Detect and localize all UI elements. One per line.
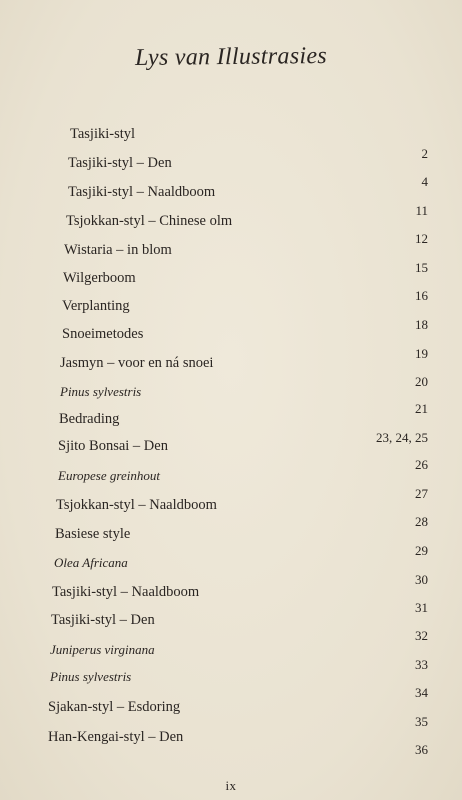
page-number: 19 [415, 346, 428, 361]
illustration-title: Europese greinhout [58, 468, 160, 483]
page-number: 29 [415, 543, 428, 558]
page-number: 33 [415, 657, 428, 672]
illustration-title: Tsjokkan-styl – Chinese olm [66, 213, 233, 229]
page-number: 16 [415, 288, 428, 303]
illustration-title: Olea Africana [54, 555, 128, 570]
illustration-title: Pinus sylvestris [50, 669, 132, 684]
page-number: 12 [415, 231, 428, 246]
page-folio: ix [225, 778, 237, 793]
illustration-title: Jasmyn – voor en ná snoei [60, 355, 214, 371]
page-number: 36 [415, 742, 428, 757]
illustration-title: Tasjiki-styl – Den [68, 155, 172, 171]
page-number: 26 [415, 457, 428, 472]
page-number: 31 [415, 600, 428, 615]
page-number: 11 [415, 203, 428, 218]
illustration-title: Pinus sylvestris [60, 384, 142, 399]
illustration-title: Verplanting [62, 298, 130, 314]
page-number: 30 [415, 572, 428, 587]
page-number: 21 [415, 401, 428, 416]
page-number: 27 [415, 486, 428, 501]
page-number: 4 [421, 174, 428, 189]
page-title: Lys van Illustrasies [134, 42, 328, 72]
page-number: 34 [415, 685, 428, 700]
page-number: 15 [415, 260, 428, 275]
page-number: 35 [415, 714, 428, 729]
page-number: 32 [415, 628, 428, 643]
page-number: 23, 24, 25 [376, 430, 428, 445]
illustration-title: Tasjiki-styl – Naaldboom [68, 184, 216, 200]
illustration-title: Tasjiki-styl – Den [51, 612, 155, 628]
illustration-title: Bedrading [59, 411, 120, 427]
illustration-title: Wilgerboom [63, 270, 136, 286]
illustration-title: Wistaria – in blom [64, 242, 172, 258]
illustration-title: Basiese style [55, 526, 131, 542]
illustration-title: Han-Kengai-styl – Den [48, 729, 184, 745]
page-number: 18 [415, 317, 428, 332]
illustration-title: Juniperus virginana [50, 642, 155, 657]
page-number: 20 [415, 374, 428, 389]
page-number: 28 [415, 514, 428, 529]
illustration-title: Sjito Bonsai – Den [58, 438, 168, 454]
illustration-title: Tasjiki-styl – Naaldboom [52, 584, 200, 600]
illustration-title: Snoeimetodes [62, 326, 144, 342]
illustration-title: Tsjokkan-styl – Naaldboom [56, 497, 217, 513]
illustration-title: Tasjiki-styl [70, 126, 136, 142]
illustration-title: Sjakan-styl – Esdoring [48, 699, 181, 715]
page-number: 2 [421, 146, 428, 161]
